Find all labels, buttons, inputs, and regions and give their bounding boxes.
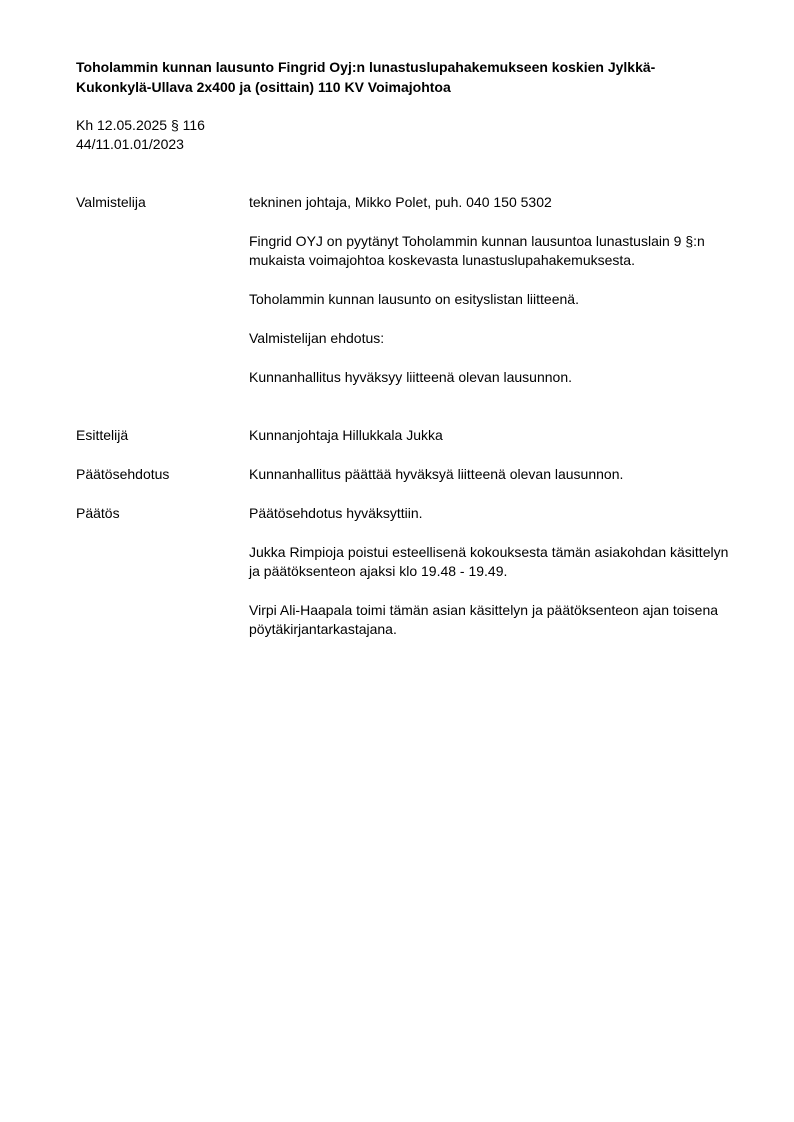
inspector-note: [249, 601, 759, 639]
inspector-line-1: Virpi Ali-Haapala toimi tämän asian käsittelyn ja päätöksenteon ajan toisena: [249, 602, 719, 618]
recusal-note: [249, 543, 759, 581]
proposal-text: Kunnanhallitus hyväksyy liitteenä olevan lausunnon.: [249, 369, 572, 385]
title-line-1: Toholammin kunnan lausunto Fingrid Oyj:n lunastuslupahakemukseen koskien Jylkkä-: [76, 59, 656, 75]
recusal-line-1: Jukka Rimpioja poistui esteellisenä kokouksesta tämän asiakohdan käsittelyn: [249, 544, 729, 560]
inspector-line-2: pöytäkirjantarkastajana.: [249, 621, 397, 637]
label-paatos: Päätös: [76, 505, 120, 521]
meeting-meta: [76, 116, 205, 154]
background-paragraph: [249, 232, 759, 270]
background-line-2: mukaista voimajohtoa koskevasta lunastuslupahakemuksesta.: [249, 252, 635, 268]
title-line-2: Kukonkylä-Ullava 2x400 ja (osittain) 110 KV Voimajohtoa: [76, 79, 451, 95]
case-number: 44/11.01.01/2023: [76, 136, 184, 152]
document-title: [76, 57, 736, 97]
decision-text: Päätösehdotus hyväksyttiin.: [249, 505, 423, 521]
label-paatosehdotus: Päätösehdotus: [76, 466, 170, 482]
proposal-heading: Valmistelijan ehdotus:: [249, 330, 385, 346]
recusal-line-2: ja päätöksenteon ajaksi klo 19.48 - 19.49.: [249, 563, 508, 579]
decision-proposal: Kunnanhallitus päättää hyväksyä liitteenä olevan lausunnon.: [249, 466, 624, 482]
label-esittelija: Esittelijä: [76, 427, 129, 443]
attachment-note: Toholammin kunnan lausunto on esityslistan liitteenä.: [249, 291, 579, 307]
presenter-name: Kunnanjohtaja Hillukkala Jukka: [249, 427, 443, 443]
preparer-info: tekninen johtaja, Mikko Polet, puh. 040 150 5302: [249, 194, 552, 210]
meeting-reference: Kh 12.05.2025 § 116: [76, 117, 205, 133]
label-valmistelija: Valmistelija: [76, 194, 146, 210]
background-line-1: Fingrid OYJ on pyytänyt Toholammin kunnan lausuntoa lunastuslain 9 §:n: [249, 233, 705, 249]
